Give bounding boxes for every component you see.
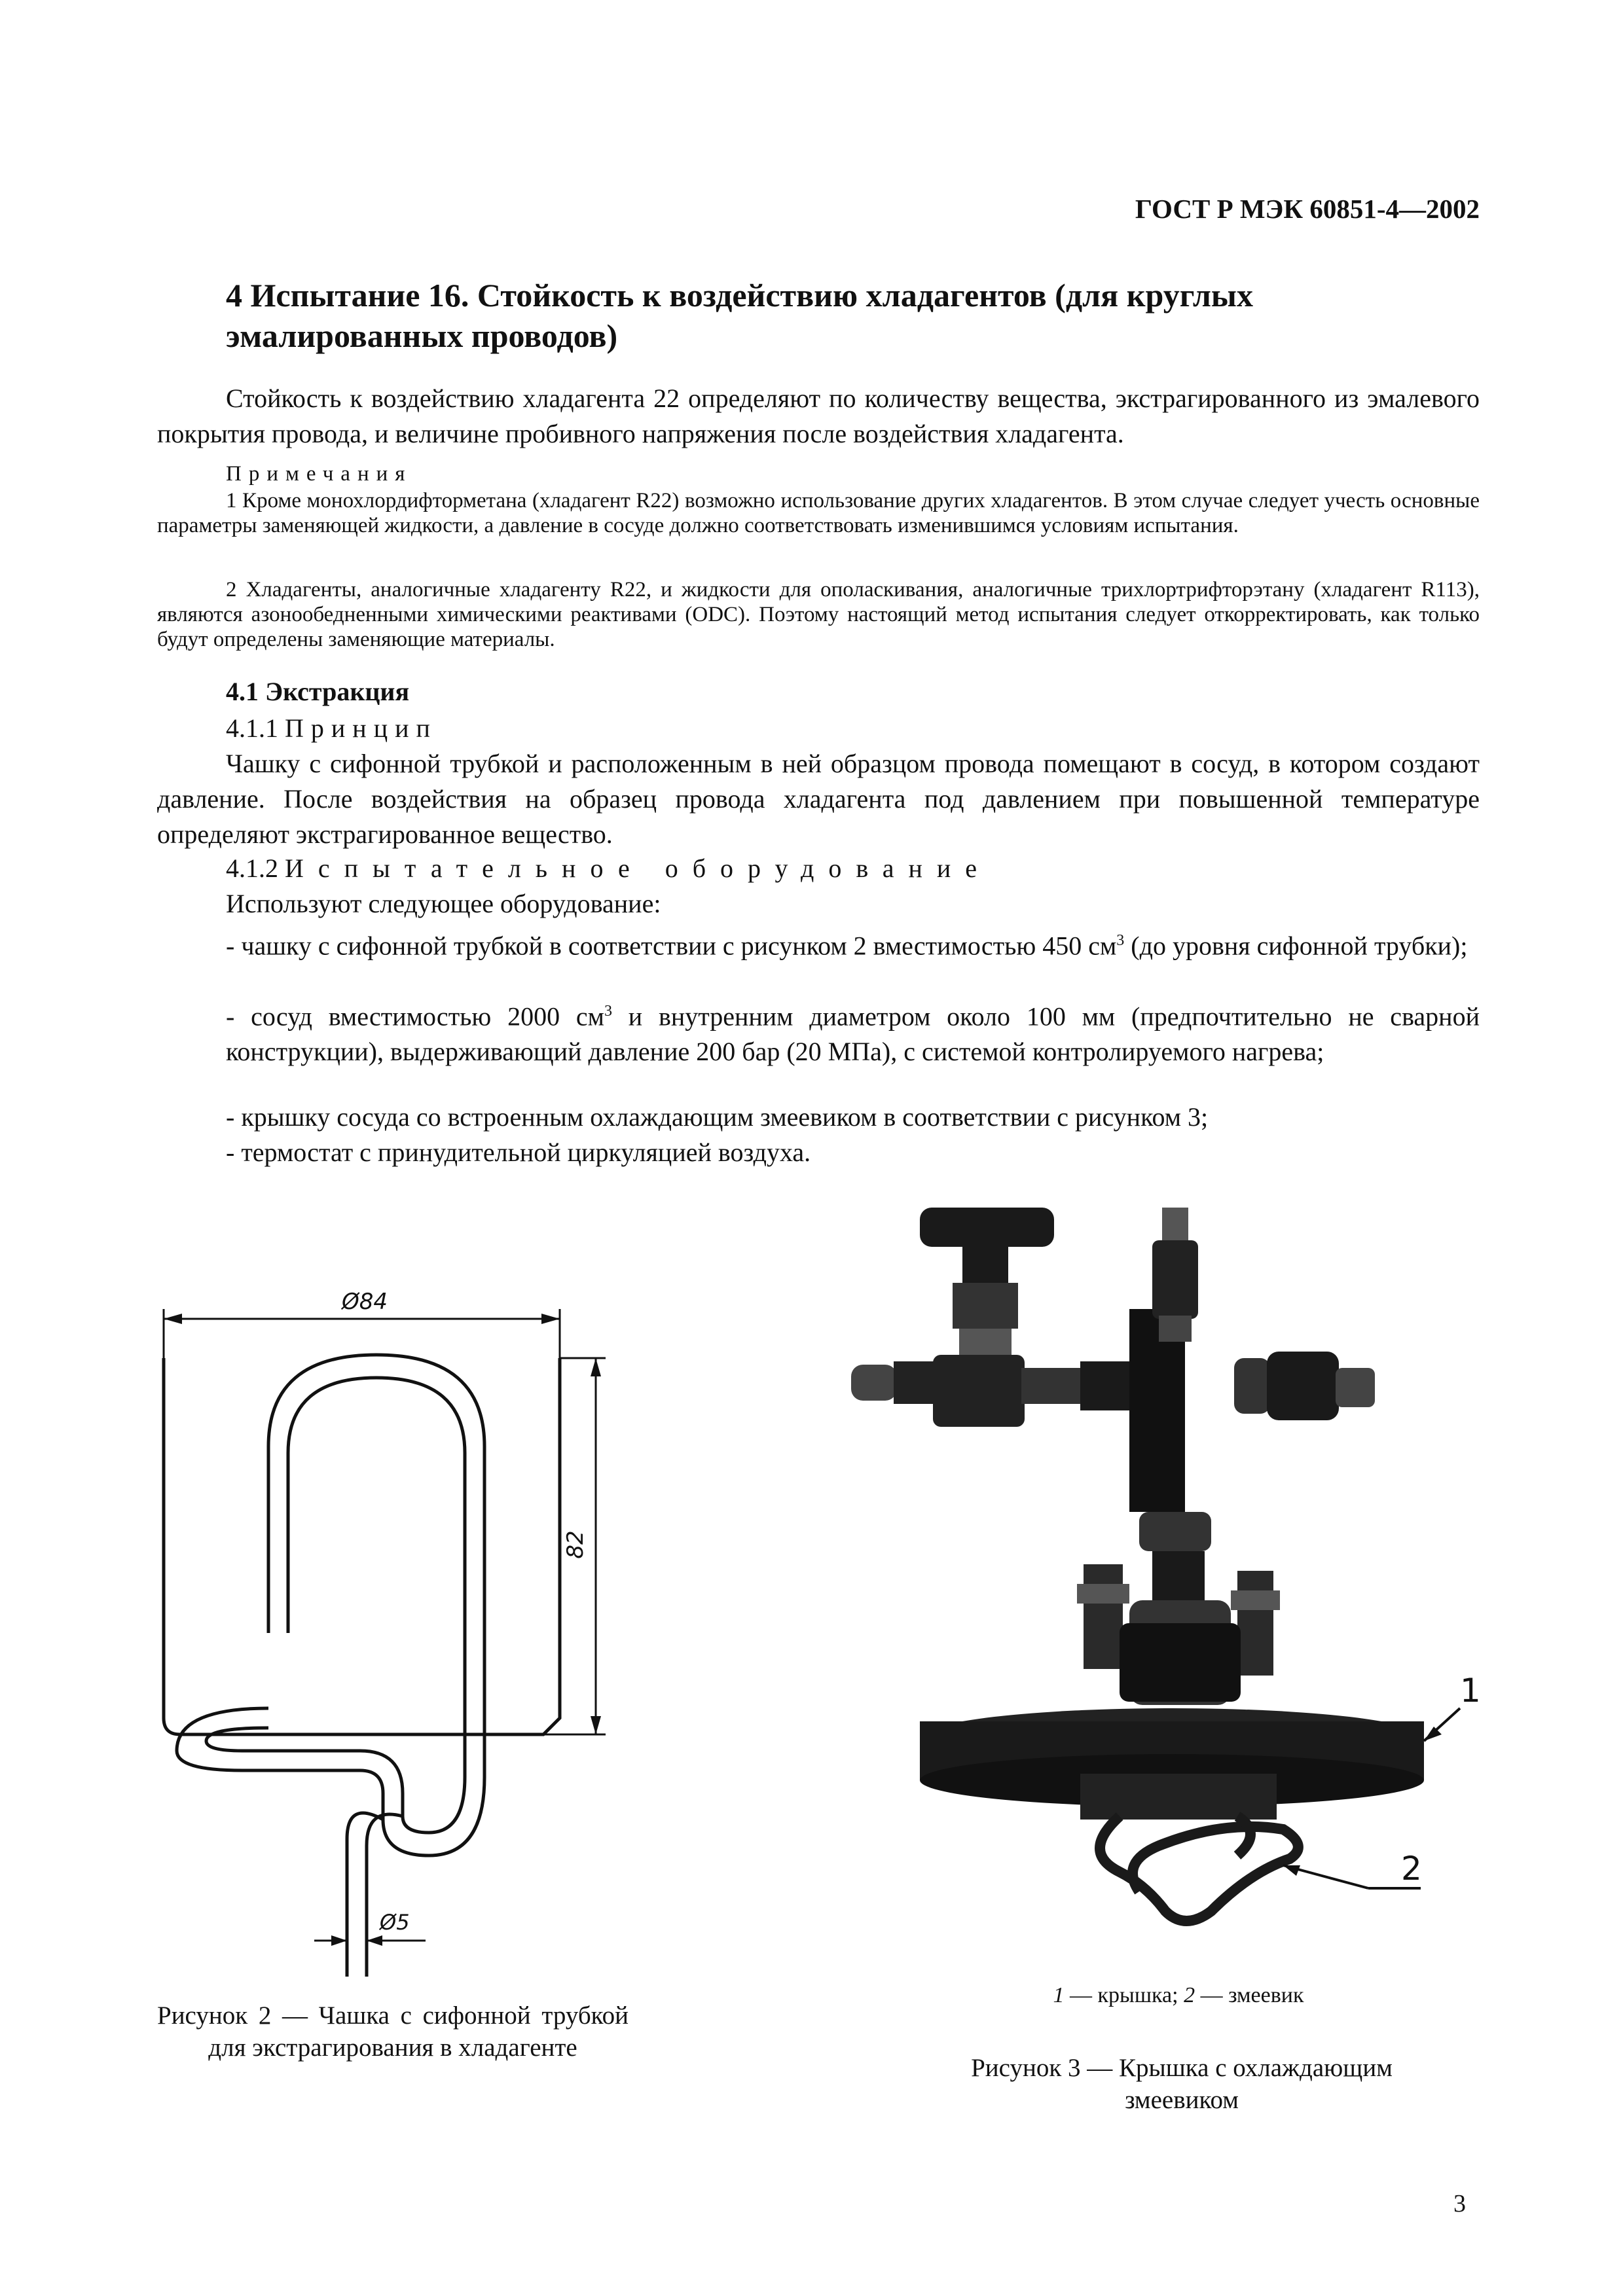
- equipment-label: Испытательное оборудование: [285, 853, 992, 883]
- standard-header: ГОСТ Р МЭК 60851-4—2002: [1135, 194, 1480, 224]
- note-1: 1 Кроме монохлордифторметана (хладагент R22) возможно использование других хладагентов. В этом случае следует учесть основные параметры заменяющей жидкости, а давление в сосуде должно соответствовать изменившимся условиям испытания.: [157, 489, 1480, 537]
- note-2: 2 Хладагенты, аналогичные хладагенту R22, и жидкости для ополаскивания, аналогичные трихлортрифторэтану (хладагент R113), являются азонообедненными химическими реактивами (ODC). Поэтому настоящий метод испытания следует откорректировать, как только будут определены заменяющие материалы.: [157, 578, 1480, 651]
- siphon-cup-drawing: [151, 1283, 648, 1990]
- list-item: - чашку с сифонной трубкой в соответствии с рисунком 2 вместимостью 450 $см^3$ (до уровня сифонной трубки);: [226, 931, 1468, 961]
- principle-label: Принцип: [285, 713, 437, 743]
- width-dimension-label: Ø84: [342, 1289, 388, 1315]
- equipment-number: 4.1.2: [226, 853, 278, 883]
- height-dimension-label: 82: [562, 1530, 589, 1559]
- cup-outline: [164, 1358, 560, 1734]
- list-item: - термостат с принудительной циркуляцией воздуха.: [226, 1138, 811, 1167]
- principle-text: Чашку с сифонной трубкой и расположенным в ней образцом провода помещают в сосуд, в котором создают давление. После воздействия на образец провода хладагента под давлением при повышенной температуре определяют экстрагированное вещество.: [157, 749, 1480, 849]
- page-number: 3: [1453, 2190, 1466, 2217]
- valve-handle: [920, 1208, 1054, 1247]
- principle-heading: [226, 711, 437, 746]
- tube-dimension-label: Ø5: [380, 1910, 410, 1935]
- cooling-coil: [1100, 1816, 1298, 1921]
- list-item: - сосуд вместимостью 2000 $см^3$ и внутренним диаметром около 100 мм (предпочтительно не сварной конструкции), выдерживающий давление 200 бар (20 МПа), с системой контролируемого нагрева;: [226, 1001, 1480, 1067]
- callout-2: 2: [1401, 1850, 1422, 1888]
- list-item: - крышку сосуда со встроенным охлаждающим змеевиком в соответствии с рисунком 3;: [226, 1102, 1209, 1132]
- section-title: 4 Испытание 16. Стойкость к воздействию хладагентов (для круглых эмалированных проводов): [226, 277, 1253, 354]
- lid-photo: [831, 1178, 1499, 1957]
- principle-number: 4.1.1: [226, 713, 278, 743]
- subsection-title: 4.1 Экстракция: [226, 677, 410, 706]
- notes-heading: Примечания: [226, 462, 412, 486]
- intro-paragraph: Стойкость к воздействию хладагента 22 определяют по количеству вещества, экстрагированного из эмалевого покрытия провода, и величине пробивного напряжения после воздействия хладагента.: [157, 384, 1480, 448]
- figure-2-caption: Рисунок 2 — Чашка с сифонной трубкой для экстрагирования в хладагенте: [157, 2001, 629, 2062]
- siphon-tube-outer: [177, 1355, 484, 1856]
- equipment-heading: [226, 851, 991, 886]
- equipment-intro: Используют следующее оборудование:: [226, 889, 661, 918]
- figure-3-legend: 1 — крышка; 2 — змеевик: [1053, 1983, 1304, 2007]
- callout-1: 1: [1460, 1672, 1481, 1710]
- siphon-tube-inner: [206, 1378, 465, 1833]
- figure-3-caption: Рисунок 3 — Крышка с охлаждающим змеевиком: [971, 2054, 1393, 2114]
